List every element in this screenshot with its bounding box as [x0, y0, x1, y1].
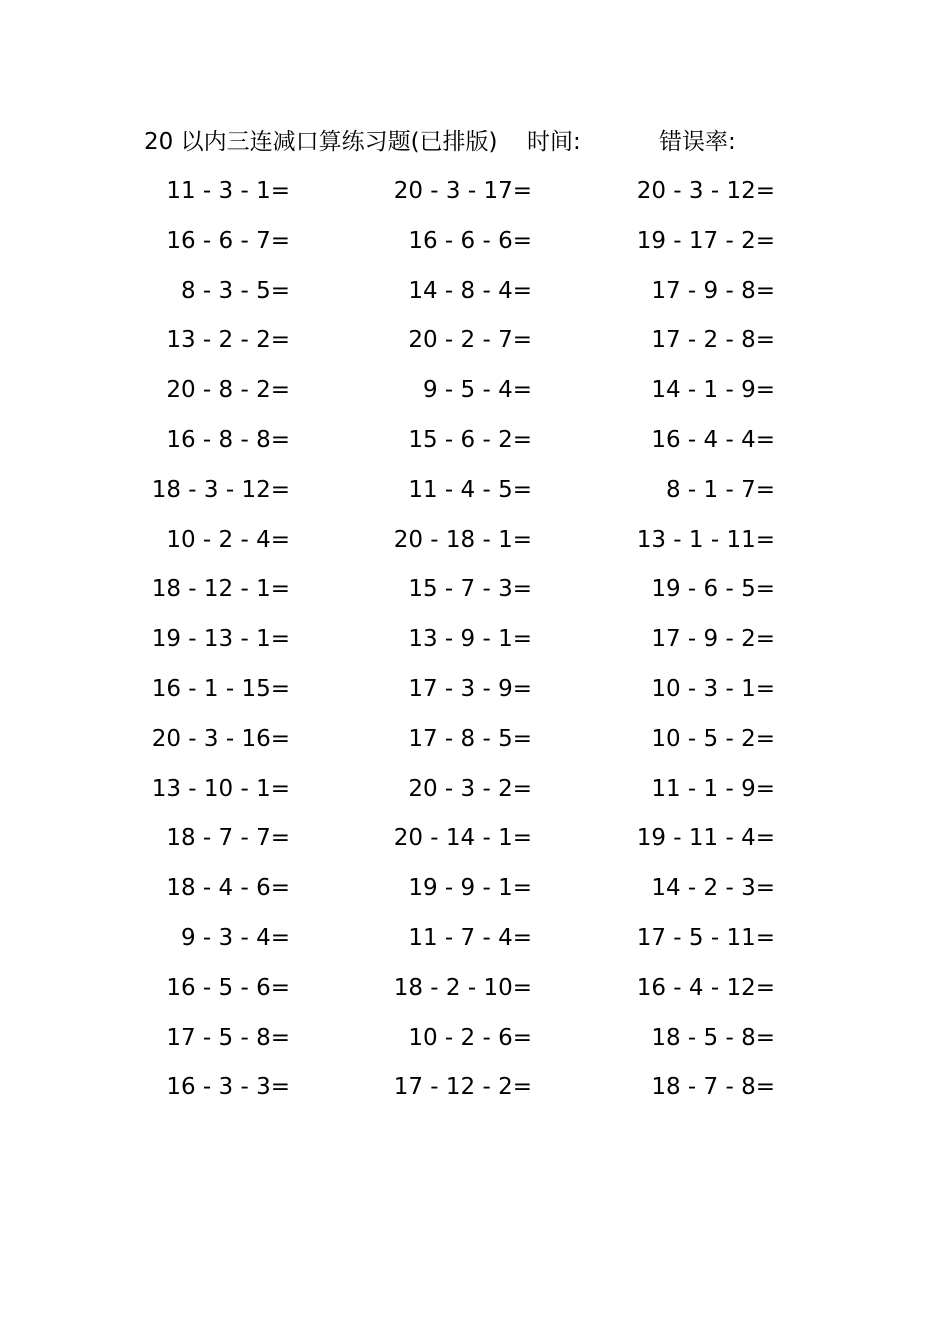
problem-row: [0, 918, 950, 968]
problem-item: 19 - 17 - 2=: [636, 227, 775, 254]
problem-row: [0, 619, 950, 669]
problem-item: 11 - 7 - 4=: [408, 924, 532, 951]
problem-item: 16 - 1 - 15=: [151, 675, 290, 702]
problem-item: 10 - 2 - 4=: [166, 526, 290, 553]
problem-row: [0, 370, 950, 420]
problem-item: 17 - 8 - 5=: [408, 725, 532, 752]
error-rate-label: 错误率:: [659, 129, 736, 155]
problem-row: [0, 968, 950, 1018]
problem-item: 13 - 2 - 2=: [166, 327, 290, 354]
problem-item: 16 - 4 - 12=: [636, 974, 775, 1001]
worksheet-title: 20 以内三连减口算练习题(已排版): [144, 129, 498, 155]
problem-item: 18 - 7 - 7=: [166, 825, 290, 852]
problem-item: 9 - 5 - 4=: [422, 377, 532, 404]
problem-grid: [0, 171, 950, 1117]
problem-item: 19 - 9 - 1=: [408, 875, 532, 902]
problem-item: 20 - 2 - 7=: [408, 327, 532, 354]
problem-item: 18 - 7 - 8=: [651, 1074, 775, 1101]
problem-row: [0, 769, 950, 819]
problem-item: 18 - 5 - 8=: [651, 1024, 775, 1051]
problem-row: [0, 669, 950, 719]
problem-row: [0, 420, 950, 470]
problem-row: [0, 520, 950, 570]
problem-item: 20 - 14 - 1=: [393, 825, 532, 852]
problem-item: 17 - 5 - 8=: [166, 1024, 290, 1051]
problem-row: [0, 171, 950, 221]
problem-item: 16 - 3 - 3=: [166, 1074, 290, 1101]
problem-item: 8 - 3 - 5=: [180, 277, 290, 304]
problem-item: 14 - 2 - 3=: [651, 875, 775, 902]
problem-item: 19 - 6 - 5=: [651, 576, 775, 603]
problem-row: [0, 1067, 950, 1117]
problem-item: 20 - 3 - 17=: [393, 178, 532, 204]
problem-item: 8 - 1 - 7=: [665, 476, 775, 503]
problem-item: 11 - 1 - 9=: [651, 775, 775, 802]
problem-item: 17 - 5 - 11=: [636, 924, 775, 951]
problem-item: 9 - 3 - 4=: [180, 924, 290, 951]
problem-item: 17 - 12 - 2=: [393, 1074, 532, 1101]
problem-item: 11 - 4 - 5=: [408, 476, 532, 503]
problem-item: 14 - 8 - 4=: [408, 277, 532, 304]
problem-row: [0, 470, 950, 520]
problem-item: 15 - 6 - 2=: [408, 426, 532, 453]
problem-item: 18 - 3 - 12=: [151, 476, 290, 503]
problem-item: 10 - 3 - 1=: [651, 675, 775, 702]
problem-item: 16 - 4 - 4=: [651, 426, 775, 453]
problem-item: 16 - 5 - 6=: [166, 974, 290, 1001]
problem-item: 19 - 11 - 4=: [636, 825, 775, 852]
problem-row: [0, 818, 950, 868]
problem-row: [0, 221, 950, 271]
problem-item: 19 - 13 - 1=: [151, 626, 290, 653]
problem-row: [0, 271, 950, 321]
problem-item: 17 - 9 - 8=: [651, 277, 775, 304]
problem-item: 17 - 2 - 8=: [651, 327, 775, 354]
problem-row: [0, 569, 950, 619]
problem-item: 20 - 8 - 2=: [166, 377, 290, 404]
problem-item: 17 - 3 - 9=: [408, 675, 532, 702]
problem-item: 16 - 6 - 7=: [166, 227, 290, 254]
problem-item: 18 - 4 - 6=: [166, 875, 290, 902]
problem-item: 13 - 1 - 11=: [636, 526, 775, 553]
problem-item: 17 - 9 - 2=: [651, 626, 775, 653]
problem-item: 20 - 3 - 2=: [408, 775, 532, 802]
time-label: 时间:: [527, 129, 581, 155]
problem-item: 13 - 10 - 1=: [151, 775, 290, 802]
problem-item: 10 - 2 - 6=: [408, 1024, 532, 1051]
problem-item: 15 - 7 - 3=: [408, 576, 532, 603]
problem-item: 20 - 18 - 1=: [393, 526, 532, 553]
problem-row: [0, 320, 950, 370]
problem-row: [0, 719, 950, 769]
problem-item: 14 - 1 - 9=: [651, 377, 775, 404]
problem-item: 13 - 9 - 1=: [408, 626, 532, 653]
problem-item: 16 - 6 - 6=: [408, 227, 532, 254]
problem-row: [0, 1018, 950, 1068]
worksheet-header: [0, 124, 950, 164]
problem-item: 20 - 3 - 16=: [151, 725, 290, 752]
problem-row: [0, 868, 950, 918]
problem-item: 18 - 2 - 10=: [393, 974, 532, 1001]
problem-item: 18 - 12 - 1=: [151, 576, 290, 603]
problem-item: 11 - 3 - 1=: [166, 178, 290, 204]
problem-item: 10 - 5 - 2=: [651, 725, 775, 752]
problem-item: 20 - 3 - 12=: [636, 178, 775, 204]
problem-item: 16 - 8 - 8=: [166, 426, 290, 453]
